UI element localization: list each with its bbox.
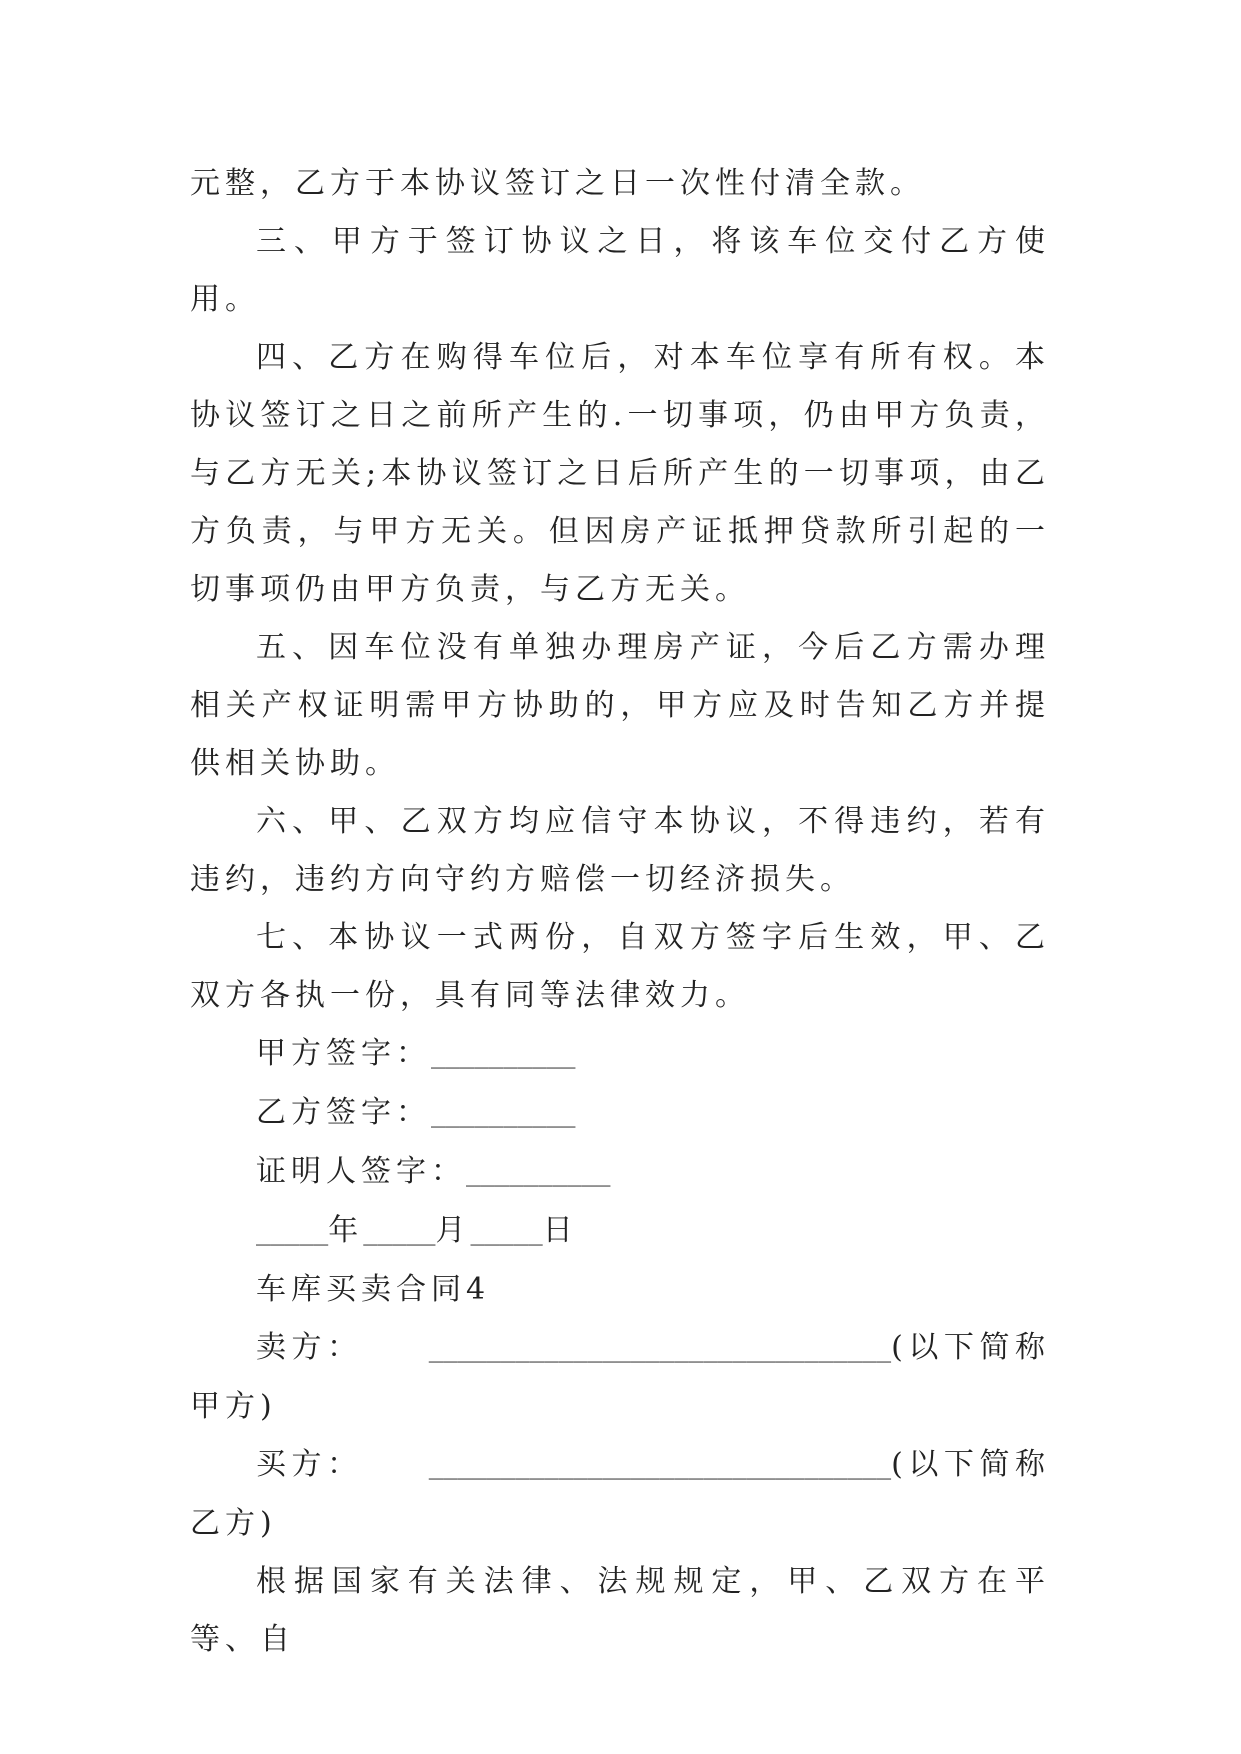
clause-7: 七、本协议一式两份，自双方签字后生效，甲、乙双方各执一份，具有同等法律效力。 [190, 920, 1050, 1013]
month-label: 月 [435, 1213, 471, 1248]
year-label: 年 [328, 1213, 364, 1248]
clause-3: 三、甲方于签订协议之日，将该车位交付乙方使用。 [190, 224, 1050, 317]
clause-6: 六、甲、乙双方均应信守本协议，不得违约，若有违约，违约方向守约方赔偿一切经济损失。 [190, 804, 1050, 897]
contract-4-title: 车库买卖合同4 [256, 1272, 491, 1307]
party-a-signature-blank: __________ [431, 1041, 576, 1069]
date-line [190, 1202, 1050, 1261]
seller-line [190, 1319, 1050, 1436]
contract-4-intro: 根据国家有关法律、法规规定，甲、乙双方在平等、自 [190, 1564, 1050, 1657]
party-b-signature-blank: __________ [431, 1100, 576, 1128]
buyer-label: 买方： [256, 1447, 363, 1482]
month-blank: _____ [363, 1218, 436, 1246]
witness-signature-line [190, 1143, 1050, 1202]
clause-5: 五、因车位没有单独办理房产证，今后乙方需办理相关产权证明需甲方协助的，甲方应及时告知乙方并提供相关协助。 [190, 630, 1050, 781]
party-b-signature-line [190, 1084, 1050, 1143]
day-blank: _____ [470, 1218, 543, 1246]
buyer-suffix: (以下简称乙方) [190, 1447, 1050, 1541]
day-label: 日 [542, 1213, 578, 1248]
seller-label: 卖方： [256, 1330, 363, 1365]
buyer-line [190, 1436, 1050, 1553]
year-blank: _____ [256, 1218, 329, 1246]
party-a-signature-line [190, 1025, 1050, 1084]
buyer-blank: ________________________________ [428, 1452, 892, 1480]
seller-blank: ________________________________ [428, 1335, 892, 1363]
document-body [190, 155, 1050, 1669]
witness-signature-blank: __________ [466, 1159, 611, 1187]
witness-signature-label: 证明人签字： [256, 1154, 466, 1189]
paragraph-payment-continuation: 元整，乙方于本协议签订之日一次性付清全款。 [190, 166, 925, 201]
party-b-signature-label: 乙方签字： [256, 1095, 431, 1130]
clause-4: 四、乙方在购得车位后，对本车位享有所有权。本协议签订之日之前所产生的.一切事项，仍由甲方负责，与乙方无关;本协议签订之日后所产生的一切事项，由乙方负责，与甲方无关。但因房产证抵押贷款所引起的一切事项仍由甲方负责，与乙方无关。 [190, 340, 1050, 607]
party-a-signature-label: 甲方签字： [256, 1036, 431, 1071]
seller-suffix: (以下简称甲方) [190, 1330, 1050, 1424]
